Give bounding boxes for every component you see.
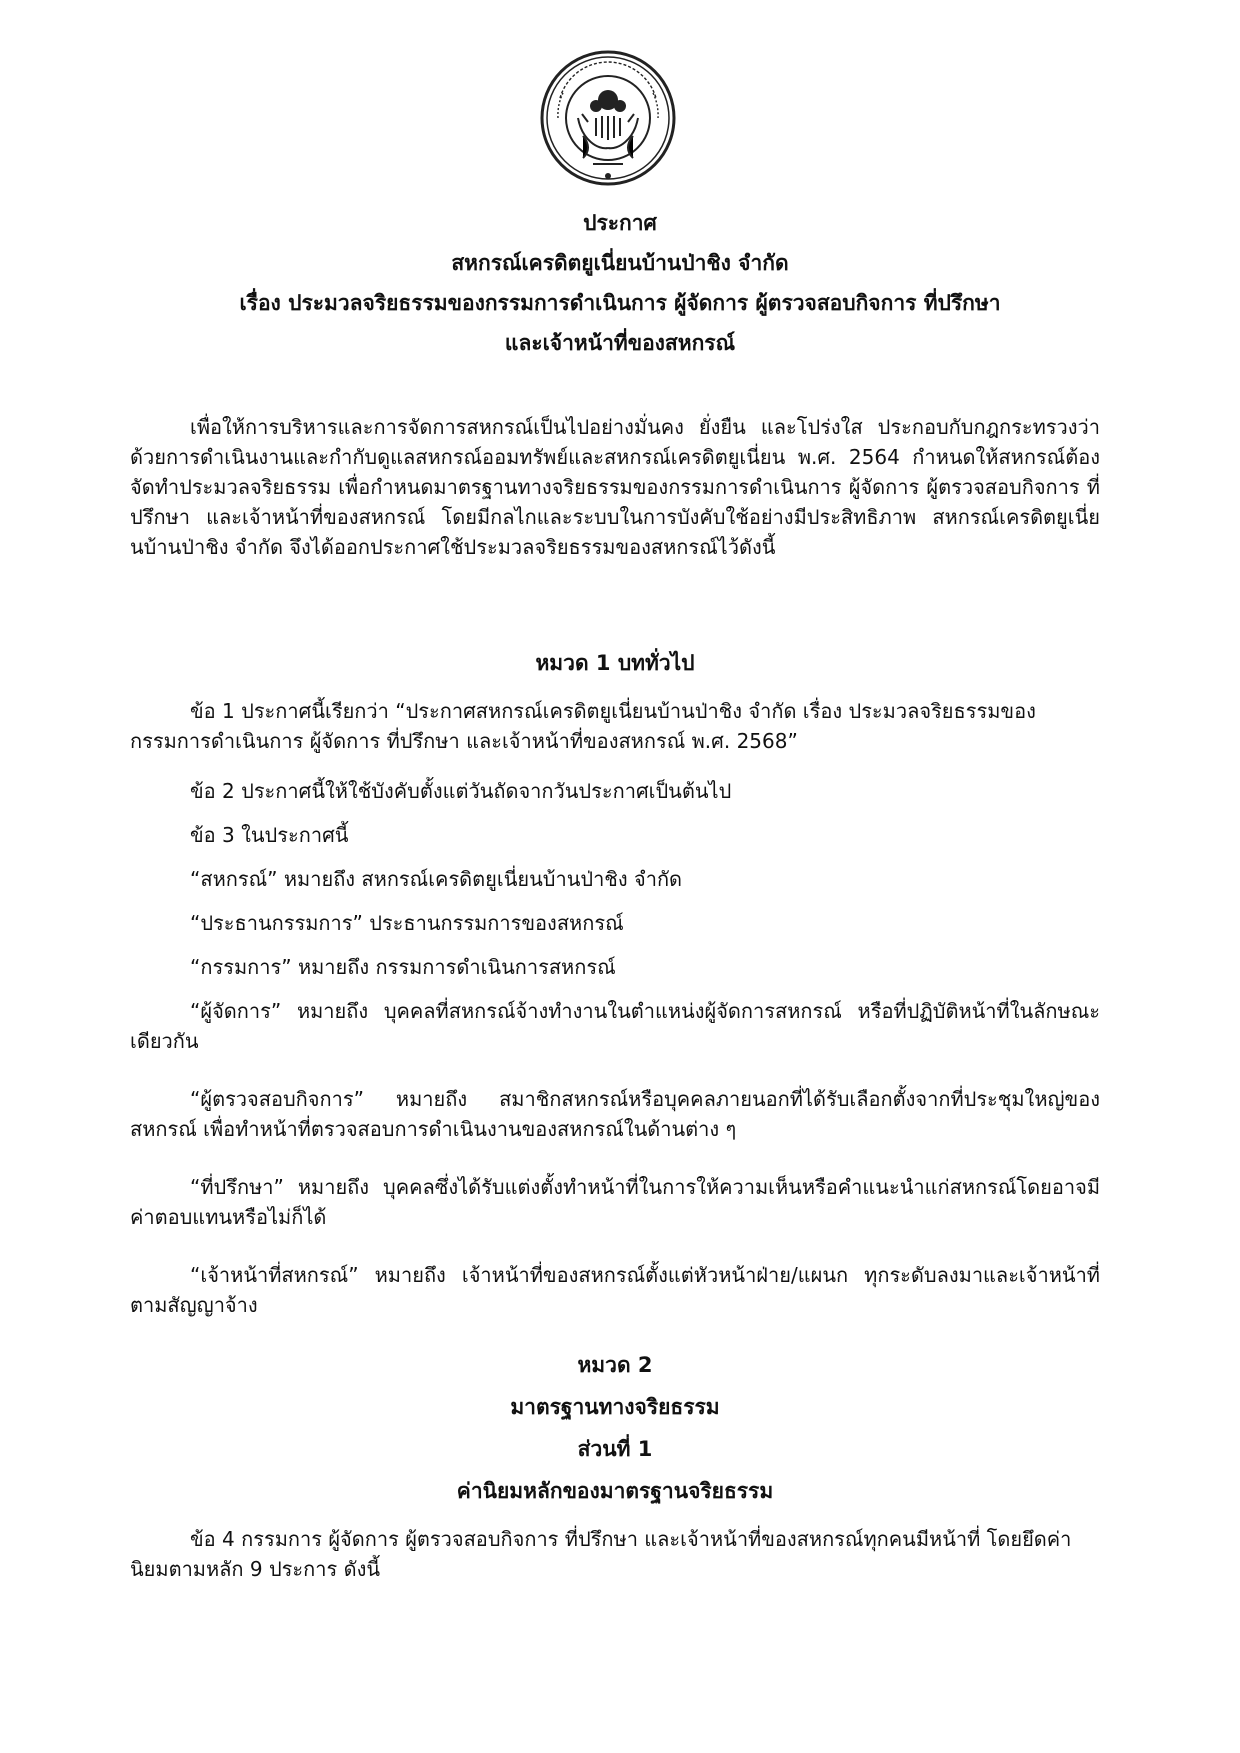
cooperative-seal-icon — [538, 48, 678, 188]
chapter1-title: หมวด 1 บททั่วไป — [535, 651, 695, 675]
heading-organization: สหกรณ์เครดิตยูเนี่ยนบ้านป่าชิง จำกัด — [451, 251, 789, 275]
clause-4: ข้อ 4 กรรมการ ผู้จัดการ ผู้ตรวจสอบกิจการ ที่ปรึกษา และเจ้าหน้าที่ของสหกรณ์ทุกคนมีหน้าที่ โดยยึดค่านิยมตามหลัก 9 ประการ ดังนี้ — [130, 1527, 1072, 1581]
clause-2: ข้อ 2 ประกาศนี้ให้ใช้บังคับตั้งแต่วันถัดจากวันประกาศเป็นต้นไป — [190, 779, 732, 803]
part1-heading: ค่านิยมหลักของมาตรฐานจริยธรรม — [456, 1479, 774, 1503]
definition-manager: “ผู้จัดการ” หมายถึง บุคคลที่สหกรณ์จ้างทำงานในตำแหน่งผู้จัดการสหกรณ์ หรือที่ปฏิบัติหน้าที่ในลักษณะเดียวกัน — [130, 999, 1100, 1053]
heading-subject-cont: และเจ้าหน้าที่ของสหกรณ์ — [504, 331, 736, 355]
part1-title: ส่วนที่ 1 — [577, 1437, 653, 1461]
definition-staff: “เจ้าหน้าที่สหกรณ์” หมายถึง เจ้าหน้าที่ของสหกรณ์ตั้งแต่หัวหน้าฝ่าย/แผนก ทุกระดับลงมาและเจ้าหน้าที่ตามสัญญาจ้าง — [130, 1263, 1100, 1317]
definition-cooperative: “สหกรณ์” หมายถึง สหกรณ์เครดิตยูเนี่ยนบ้านป่าชิง จำกัด — [190, 867, 683, 891]
heading-subject: เรื่อง ประมวลจริยธรรมของกรรมการดำเนินการ ผู้จัดการ ผู้ตรวจสอบกิจการ ที่ปรึกษา — [239, 291, 1001, 315]
definition-chairman: “ประธานกรรมการ” ประธานกรรมการของสหกรณ์ — [190, 911, 624, 935]
definition-advisor: “ที่ปรึกษา” หมายถึง บุคคลซึ่งได้รับแต่งตั้งทำหน้าที่ในการให้ความเห็นหรือคำแนะนำแก่สหกรณ์โดยอาจมีค่าตอบแทนหรือไม่ก็ได้ — [130, 1175, 1100, 1229]
intro-paragraph: เพื่อให้การบริหารและการจัดการสหกรณ์เป็นไปอย่างมั่นคง ยั่งยืน และโปร่งใส ประกอบกับกฎกระทรวงว่าด้วยการดำเนินงานและกำกับดูแลสหกรณ์ออมทรัพย์และสหกรณ์เครดิตยูเนี่ยน พ.ศ. 2564 กำหนดให้สหกรณ์ต้องจัดทำประมวลจริยธรรม เพื่อกำหนดมาตรฐานทางจริยธรรมของกรรมการดำเนินการ ผู้จัดการ ผู้ตรวจสอบกิจการ ที่ปรึกษา และเจ้าหน้าที่ของสหกรณ์ โดยมีกลไกและระบบในการบังคับใช้อย่างมีประสิทธิภาพ สหกรณ์เครดิตยูเนี่ยนบ้านป่าชิง จำกัด จึงได้ออกประกาศใช้ประมวลจริยธรรมของสหกรณ์ไว้ดังนี้ — [130, 415, 1100, 559]
definition-committee: “กรรมการ” หมายถึง กรรมการดำเนินการสหกรณ์ — [190, 955, 616, 979]
chapter2-title: หมวด 2 — [577, 1353, 653, 1377]
clause-1: ข้อ 1 ประกาศนี้เรียกว่า “ประกาศสหกรณ์เครดิตยูเนี่ยนบ้านป่าชิง จำกัด เรื่อง ประมวลจริยธรรมของกรรมการดำเนินการ ผู้จัดการ ที่ปรึกษา และเจ้าหน้าที่ของสหกรณ์ พ.ศ. 2568” — [130, 699, 1036, 753]
clause-3: ข้อ 3 ในประกาศนี้ — [190, 823, 349, 847]
definition-auditor: “ผู้ตรวจสอบกิจการ” หมายถึง สมาชิกสหกรณ์หรือบุคคลภายนอกที่ได้รับเลือกตั้งจากที่ประชุมใหญ่ของสหกรณ์ เพื่อทำหน้าที่ตรวจสอบการดำเนินงานของสหกรณ์ในด้านต่าง ๆ — [130, 1087, 1100, 1141]
chapter2-subtitle: มาตรฐานทางจริยธรรม — [510, 1395, 720, 1419]
seal-graphic — [538, 48, 678, 188]
heading-announcement: ประกาศ — [583, 211, 657, 235]
